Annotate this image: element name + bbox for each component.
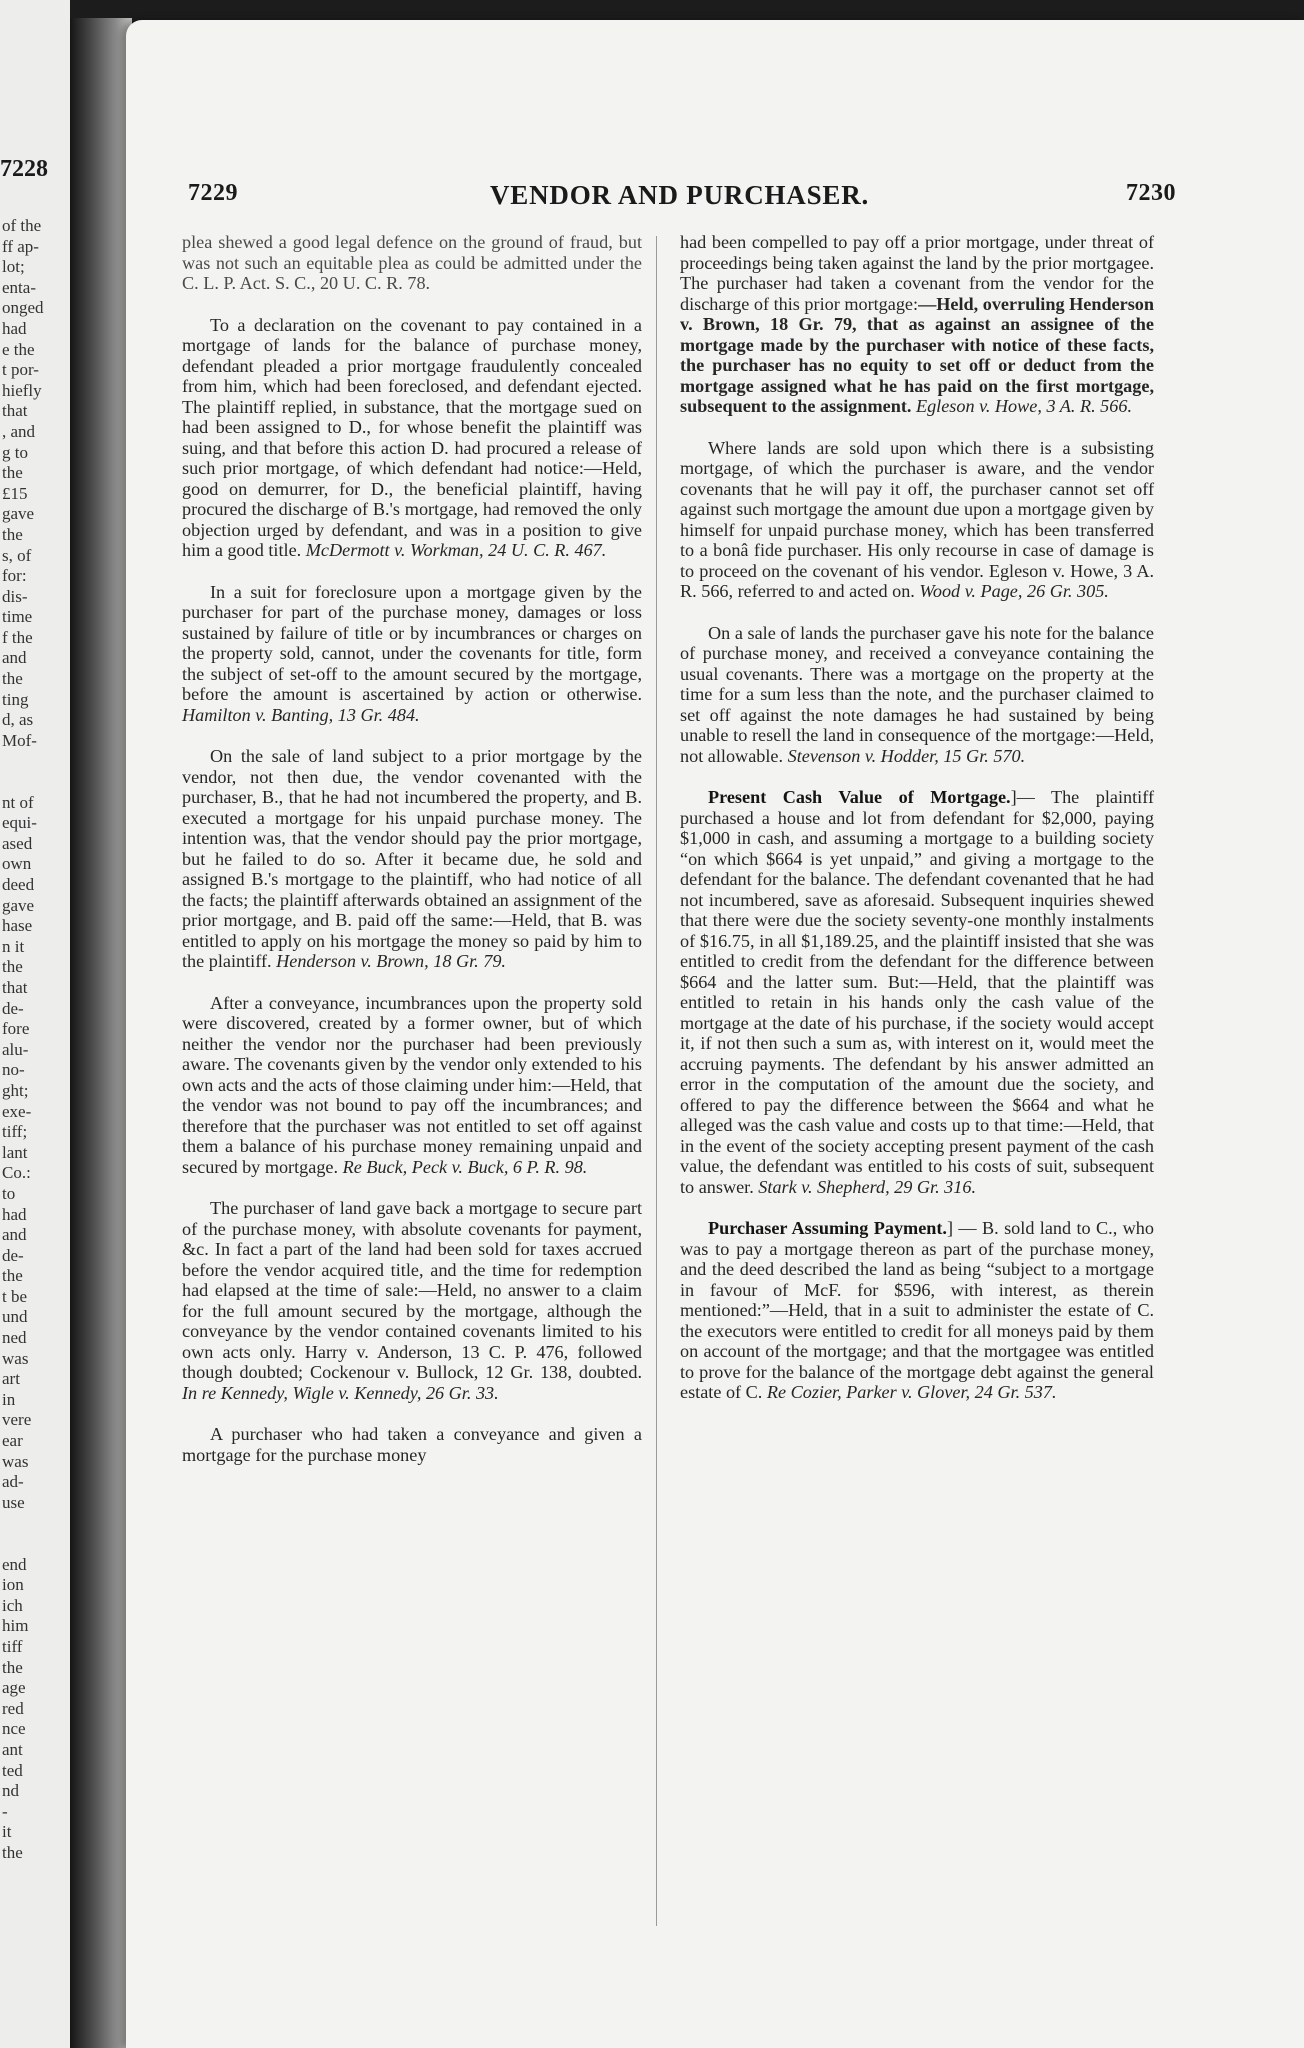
left-column [182, 232, 642, 1486]
previous-page-fragment: ant [2, 1739, 23, 1759]
case-citation: Re Buck, Peck v. Buck, 6 P. R. 98. [342, 1156, 588, 1177]
case-citation: Wood v. Page, 26 Gr. 305. [919, 581, 1109, 601]
previous-page-fragment: age [2, 1678, 26, 1698]
previous-page-fragment: ion [2, 1575, 24, 1595]
case-citation: Egleson v. Howe, 3 A. R. 566. [915, 396, 1132, 416]
previous-page-fragment: the [2, 524, 23, 544]
previous-page-fragment: onged [2, 298, 44, 318]
previous-page-fragment: tiff [2, 1636, 23, 1656]
paragraph-text: In a suit for foreclosure upon a mortgage given by the purchaser for part of the purchase money, damages or loss sustained by failure of title or by incumbrances or charges on the property sold, cannot, under the covenants for title, form the subject of set-off to the amount secured by the mortgage, before the amount is ascertained by action or otherwise. [182, 581, 642, 704]
previous-page-fragment: ich [2, 1595, 23, 1615]
previous-page-fragment: the [2, 1266, 23, 1286]
previous-page-fragment: the [2, 1842, 23, 1862]
previous-page-fragment: ased [2, 833, 33, 853]
previous-page-fragment: that [2, 977, 28, 997]
previous-page-fragment: the [2, 463, 23, 483]
previous-page-fragment: that [2, 401, 28, 421]
previous-page-fragment: Mof- [2, 730, 37, 750]
previous-page-fragment: de- [2, 998, 24, 1018]
previous-page-fragment: it [2, 1822, 12, 1842]
previous-page-fragment: und [2, 1307, 28, 1327]
previous-page-fragment: exe- [2, 1101, 32, 1121]
previous-page-fragment: the [2, 957, 23, 977]
previous-page-fragment: no- [2, 1060, 25, 1080]
case-citation: Hamilton v. Banting, 13 Gr. 484. [182, 704, 420, 725]
previous-page-fragment: t por- [2, 360, 39, 380]
section-heading: Purchaser Assuming Payment. [708, 1218, 947, 1238]
paragraph [680, 787, 1154, 1197]
previous-page-fragment: and [2, 1225, 27, 1245]
previous-page-fragment: d, as [2, 710, 34, 730]
previous-page-fragment: the [2, 669, 23, 689]
case-citation: Re Cozier, Parker v. Glover, 24 Gr. 537. [766, 1382, 1057, 1402]
paragraph-text: On a sale of lands the purchaser gave his note for the balance of purchase money, and received a conveyance containing the usual covenants. There was a mortgage on the property at the time for a sum less than the note, and the purchaser claimed to set off against the note damages he had sustained by being unable to resell the land in consequence of the mortgage:—Held, not allowable. [680, 622, 1154, 766]
right-column [680, 232, 1154, 1424]
previous-page-fragment: nt of [2, 792, 34, 812]
previous-page-fragment: tiff; [2, 1122, 28, 1142]
paragraph [182, 746, 642, 972]
previous-page-fragment: deed [2, 875, 35, 894]
previous-page-fragment: him [2, 1616, 29, 1636]
previous-page-fragment: g to [2, 442, 28, 462]
held-text: —Held, overruling Henderson v. Brown, 18 Gr. 79, that as against an assignee of the mortgage made by the purchaser with notice of these facts, the purchaser has no equity to set off or deduct from the mortgage assigned what he has paid on the first mortgage, subsequent to the assignment. [680, 293, 1154, 416]
book-gutter [70, 18, 132, 2048]
previous-page-fragment: - [2, 1801, 8, 1821]
previous-page-fragment: in [2, 1389, 16, 1409]
previous-page-fragment: for: [2, 566, 27, 586]
previous-page-fragment [2, 751, 44, 772]
paragraph-text: After a conveyance, incumbrances upon the property sold were discovered, created by a former owner, but of which neither the vendor nor the purchaser had been previously aware. The covenants given by the vendor only extended to his own acts and the acts of those claiming under him:—Held, that the vendor was not bound to pay off the incumbrances; and therefore that the purchaser was not entitled to set off against them a balance of his purchase money remaining unpaid and secured by mortgage. [182, 992, 642, 1177]
previous-page-fragment: equi- [2, 813, 37, 833]
previous-page-fragment: fore [2, 1019, 30, 1039]
previous-page-fragment: nd [2, 1781, 19, 1801]
previous-page-fragment: time [2, 607, 33, 627]
case-citation: Stark v. Shepherd, 29 Gr. 316. [758, 1176, 977, 1197]
paragraph [182, 315, 642, 561]
section-heading: Present Cash Value of Mortgage. [708, 787, 1011, 807]
previous-page-fragment: gave [2, 895, 35, 915]
paragraph-text: had been compelled to pay off a prior mortgage, under threat of proceedings being taken against the land by the prior mortgagee. The purchaser had taken a covenant from the vendor for the discharge of this prior mortgage: [680, 232, 1154, 314]
paragraph: plea shewed a good legal defence on the ground of fraud, but was not such an equitable plea as could be admitted under the C. L. P. Act. S. C., 20 U. C. R. 78. [182, 232, 642, 293]
previous-page-fragment: own [2, 854, 32, 874]
previous-page-edge [0, 0, 70, 2048]
paragraph [182, 993, 642, 1178]
previous-page-fragment: lant [2, 1142, 28, 1162]
previous-page-fragment: enta- [2, 277, 36, 297]
column-divider [656, 236, 657, 1926]
previous-page-fragment: alu- [2, 1039, 29, 1059]
case-citation: In re Kennedy, Wigle v. Kennedy, 26 Gr. 33. [182, 1382, 499, 1403]
case-citation: Stevenson v. Hodder, 15 Gr. 570. [787, 745, 1026, 766]
paragraph-text: On the sale of land subject to a prior mortgage by the vendor, not then due, the vendor covenanted with the purchaser, B., that he had not incumbered the property, and B. executed a mortgage for his unpaid purchase money. The intention was, that the vendor should pay the prior mortgage, but he failed to do so. After it became due, he sold and assigned B.'s mortgage to the plaintiff, who had notice of all the facts; the plaintiff afterwards obtained an assignment of the prior mortgage, and B. paid off the same:—Held, that B. was entitled to apply on his mortgage the money so paid by him to the plaintiff. [182, 746, 642, 971]
running-header [126, 20, 1304, 230]
previous-page-fragment: art [2, 1369, 20, 1389]
previous-page-text-fragments [2, 216, 44, 1864]
previous-page-fragment: ear [2, 1431, 23, 1451]
previous-page-fragment: ned [2, 1328, 27, 1348]
previous-page-fragment: vere [2, 1410, 32, 1430]
previous-page-number: 7228 [0, 156, 48, 182]
case-citation: McDermott v. Workman, 24 U. C. R. 467. [305, 540, 607, 560]
previous-page-fragment: ting [2, 689, 29, 709]
previous-page-fragment: red [2, 1698, 24, 1718]
paragraph-text: ] — B. sold land to C., who was to pay a mortgage thereon as part of the purchase money, and the deed described the land as being “subject to a mortgage in favour of McF. for $596, with interest, as therein mentioned:”—Held, that in a suit to administer the estate of C. the executors were entitled to credit for all moneys paid by them on account of the mortgage; and that the mortgagee was entitled to prove for the balance of the mortgage debt against the general estate of C. [680, 1218, 1154, 1402]
page-title: VENDOR AND PURCHASER. [490, 180, 870, 210]
book-page [126, 20, 1304, 2048]
paragraph: A purchaser who had taken a conveyance and given a mortgage for the purchase money [182, 1424, 642, 1465]
paragraph-text: The purchaser of land gave back a mortgage to secure part of the purchase money, with absolute covenants for payment, &c. In fact a part of the land had been sold for taxes accrued before the vendor acquired title, and the time for redemption had elapsed at the time of sale:—Held, no answer to a claim for the full amount secured by the mortgage, although the conveyance by the vendor contained covenants limited to his own acts only. Harry v. Anderson, 13 C. P. 476, followed though doubted; Cockenour v. Bullock, 12 Gr. 138, doubted. [182, 1198, 642, 1382]
previous-page-fragment: ght; [2, 1080, 29, 1100]
case-citation: Henderson v. Brown, 18 Gr. 79. [276, 951, 506, 971]
page-number-right: 7230 [1126, 180, 1176, 206]
page-number-left: 7229 [188, 180, 238, 206]
previous-page-fragment: n it [2, 936, 25, 956]
paragraph [680, 623, 1154, 767]
previous-page-fragment: e the [2, 339, 35, 359]
previous-page-fragment: gave [2, 504, 35, 524]
paragraph [680, 438, 1154, 602]
previous-page-fragment: ad- [2, 1472, 24, 1492]
previous-page-fragment: to [2, 1183, 16, 1203]
paragraph-text: ]— The plaintiff purchased a house and lot from defendant for $2,000, paying $1,000 in cash, and assuming a mortgage to a building society “on which $664 is yet unpaid,” and giving a mortgage to the defendant for the balance. The defendant covenanted that he had not incumbered, save as aforesaid. Subsequent inquiries shewed that there were due the society seventy-one monthly instalments of $16.75, in all $1,189.25, and the plaintiff insisted that she was entitled to credit from the defendant for the difference between $664 and the latter sum. But:—Held, that the plaintiff was entitled to retain in his hands only the cash value of the mortgage at the date of his purchase, if the society would accept it, if not then such a sum as, with interest on it, would meet the accruing payments. The defendant by his answer admitted an error in the computation of the amount due the society, and offered to pay the difference between the $664 and what he alleged was the cash value and costs up to that time:—Held, that in the event of the society accepting present payment of the cash value, the defendant was entitled to his costs of suit, subsequent to answer. [680, 787, 1154, 1197]
previous-page-fragment: hiefly [2, 380, 42, 400]
paragraph [680, 1218, 1154, 1403]
previous-page-fragment: t be [2, 1286, 28, 1306]
previous-page-fragment: was [2, 1348, 29, 1368]
paragraph [182, 1198, 642, 1403]
previous-page-fragment: of the [2, 216, 42, 235]
previous-page-fragment: the [2, 1657, 23, 1677]
previous-page-fragment: f the [2, 627, 33, 647]
paragraph [680, 232, 1154, 417]
previous-page-fragment: nce [2, 1719, 26, 1739]
previous-page-fragment: was [2, 1451, 29, 1471]
previous-page-fragment: ted [2, 1760, 23, 1780]
previous-page-fragment: , and [2, 421, 36, 441]
previous-page-fragment: ff ap- [2, 236, 39, 256]
previous-page-fragment [2, 1513, 44, 1534]
paragraph-text: To a declaration on the covenant to pay contained in a mortgage of lands for the balance of purchase money, defendant pleaded a prior mortgage fraudulently concealed from him, which had been foreclosed, and defendant ejected. The plaintiff replied, in substance, that the mortgage sued on had been assigned to D., for whose benefit the plaintiff was suing, and that before this action D. had procured a release of such prior mortgage, of which defendant had notice:—Held, good on demurrer, for D., the beneficial plaintiff, having procured the discharge of B.'s mortgage, had removed the only objection urged by defendant, and was in a position to give him a good title. [182, 314, 642, 560]
previous-page-fragment: had [2, 1204, 27, 1224]
previous-page-fragment: dis- [2, 586, 28, 606]
previous-page-fragment: s, of [2, 545, 32, 565]
previous-page-fragment: £15 [2, 483, 28, 503]
previous-page-fragment: lot; [2, 257, 25, 277]
previous-page-fragment: Co.: [2, 1163, 31, 1183]
previous-page-fragment: and [2, 648, 27, 668]
previous-page-fragment: had [2, 318, 27, 338]
previous-page-fragment [2, 772, 44, 793]
previous-page-fragment: hase [2, 916, 33, 936]
previous-page-fragment [2, 1534, 44, 1555]
previous-page-fragment: de- [2, 1245, 24, 1265]
previous-page-fragment: end [2, 1554, 27, 1574]
paragraph-text: Where lands are sold upon which there is a subsisting mortgage, of which the purchaser is aware, and the vendor covenants that he will pay it off, the purchaser cannot set off against such mortgage the amount due upon a mortgage given by himself for unpaid purchase money, which has been transferred to a bonâ fide purchaser. His only recourse in case of damage is to proceed on the covenant of his vendor. Egleson v. Howe, 3 A. R. 566, referred to and acted on. [680, 437, 1154, 601]
paragraph [182, 582, 642, 726]
previous-page-fragment: use [2, 1492, 25, 1512]
